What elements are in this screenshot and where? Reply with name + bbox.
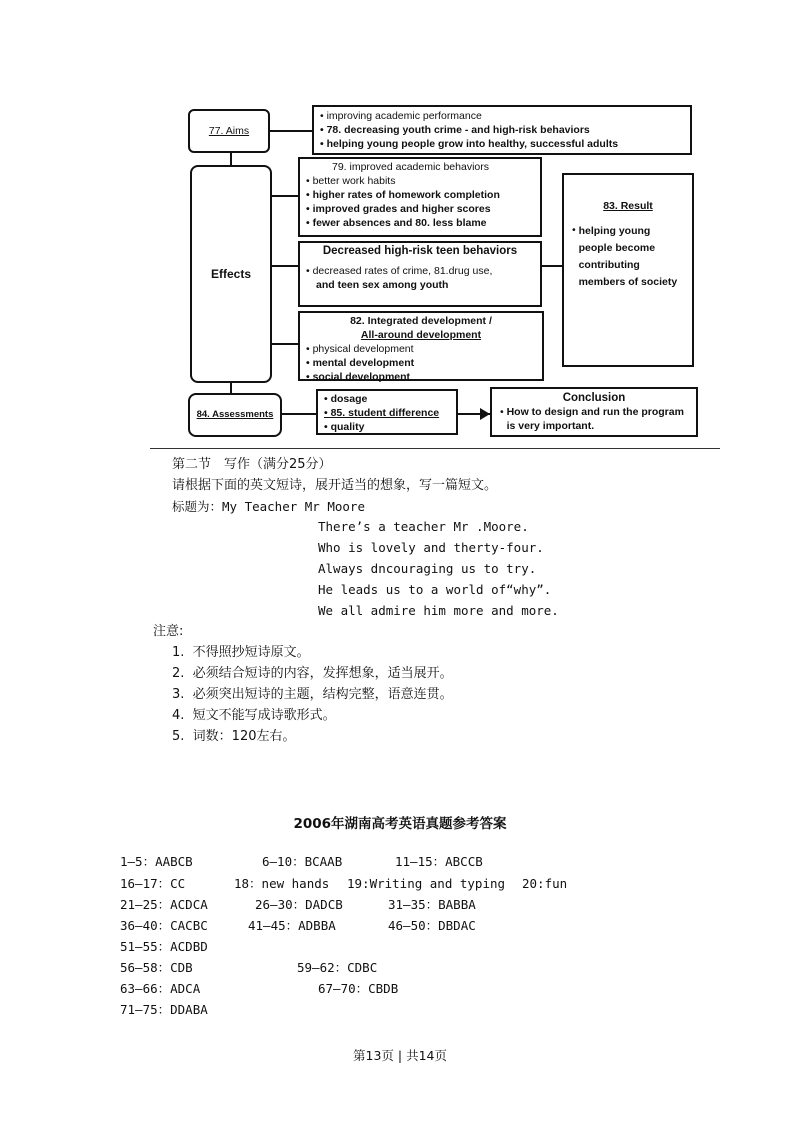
academic-box: [298, 157, 542, 237]
development-title: 82. Integrated development /: [350, 315, 492, 327]
conclusion-text: How to design and run the program is very important.: [506, 406, 684, 432]
risk-item: • decreased rates of crime, 81.drug use,: [306, 264, 534, 278]
academic-item: • fewer absences and 80. less blame: [306, 216, 534, 230]
risk-box: [298, 241, 542, 307]
poem-line: Always dncouraging us to try.: [318, 561, 537, 576]
result-label: 83. Result: [603, 200, 653, 212]
answer-cell: 6—10：BCAAB: [262, 854, 343, 869]
note-item: 2. 必须结合短诗的内容，发挥想象，适当展开。: [172, 666, 453, 681]
aims-list-box: [312, 105, 692, 155]
section-divider: [150, 448, 720, 449]
risk-item-cont: and teen sex among youth: [316, 279, 449, 291]
answer-cell: 16—17：CC: [120, 876, 186, 891]
answer-cell: 20:fun: [522, 876, 568, 891]
development-title-alt: All-around development: [360, 329, 482, 341]
answer-cell: 51—55：ACDBD: [120, 939, 208, 954]
aims-label: 77. Aims: [208, 125, 250, 137]
note-item: 4. 短文不能写成诗歌形式。: [172, 708, 336, 723]
assessments-item: • 85. student difference: [324, 406, 450, 420]
answer-cell: 31—35：BABBA: [388, 897, 476, 912]
assessments-item: • dosage: [324, 392, 450, 406]
aims-item: • helping young people grow into healthy, successful adults: [320, 137, 684, 151]
answer-cell: 11—15：ABCCB: [395, 854, 483, 869]
note-item: 5. 词数：120左右。: [172, 729, 296, 744]
assessments-label: 84. Assessments: [196, 409, 274, 420]
flowchart-diagram: [150, 95, 702, 445]
answer-cell: 46—50：DBDAC: [388, 918, 476, 933]
development-item: • physical development: [306, 342, 536, 356]
result-text: helping young people become contributing members of society: [578, 225, 678, 288]
effects-box: [190, 165, 272, 383]
page-footer: 第13页 | 共14页: [353, 1048, 447, 1063]
conclusion-label: Conclusion: [562, 392, 626, 404]
answer-cell: 19:Writing and typing: [347, 876, 506, 891]
answer-cell: 59—62：CDBC: [297, 960, 378, 975]
answer-cell: 63—66：ADCA: [120, 981, 201, 996]
assessments-list-box: [316, 389, 458, 435]
section-heading: 第二节 写作（满分25分）: [172, 457, 332, 472]
academic-item: • improved grades and higher scores: [306, 202, 534, 216]
assessments-box: [188, 393, 282, 437]
aims-item: • 78. decreasing youth crime - and high-risk behaviors: [320, 123, 684, 137]
answer-cell: 41—45：ADBBA: [248, 918, 336, 933]
essay-title: 标题为：My Teacher Mr Moore: [172, 499, 365, 514]
development-item: • social development: [306, 370, 536, 384]
answers-title: 2006年湖南高考英语真题参考答案: [293, 816, 507, 832]
development-item: • mental development: [306, 356, 536, 370]
answer-cell: 36—40：CACBC: [120, 918, 208, 933]
answer-cell: 71—75：DDABA: [120, 1002, 208, 1017]
poem-line: There’s a teacher Mr .Moore.: [318, 519, 529, 534]
conclusion-box: Conclusion • How to design and run the program is very important.: [490, 387, 698, 437]
academic-item: • higher rates of homework completion: [306, 188, 534, 202]
answer-cell: 18：new hands: [234, 876, 330, 891]
note-item: 1. 不得照抄短诗原文。: [172, 645, 310, 660]
assessments-item: • quality: [324, 420, 450, 434]
risk-title: Decreased high-risk teen behaviors: [322, 245, 518, 257]
poem-line: He leads us to a world of“why”.: [318, 582, 552, 597]
effects-label: Effects: [210, 267, 251, 281]
aims-item: • improving academic performance: [320, 109, 684, 123]
writing-instruction: 请根据下面的英文短诗，展开适当的想象，写一篇短文。: [172, 478, 498, 493]
development-box: [298, 311, 544, 381]
poem-line: We all admire him more and more.: [318, 603, 559, 618]
academic-title: 79. improved academic behaviors: [332, 161, 489, 173]
aims-box: [188, 109, 270, 153]
poem-line: Who is lovely and therty-four.: [318, 540, 544, 555]
answer-cell: 56—58：CDB: [120, 960, 193, 975]
academic-item: • better work habits: [306, 174, 534, 188]
answer-cell: 26—30：DADCB: [255, 897, 343, 912]
answer-cell: 21—25：ACDCA: [120, 897, 208, 912]
notes-label: 注意:: [153, 624, 184, 639]
answer-cell: 1—5：AABCB: [120, 854, 193, 869]
answer-cell: 67—70：CBDB: [318, 981, 399, 996]
result-box: 83. Result • helping young people become contributing members of society: [562, 173, 694, 367]
note-item: 3. 必须突出短诗的主题，结构完整，语意连贯。: [172, 687, 453, 702]
